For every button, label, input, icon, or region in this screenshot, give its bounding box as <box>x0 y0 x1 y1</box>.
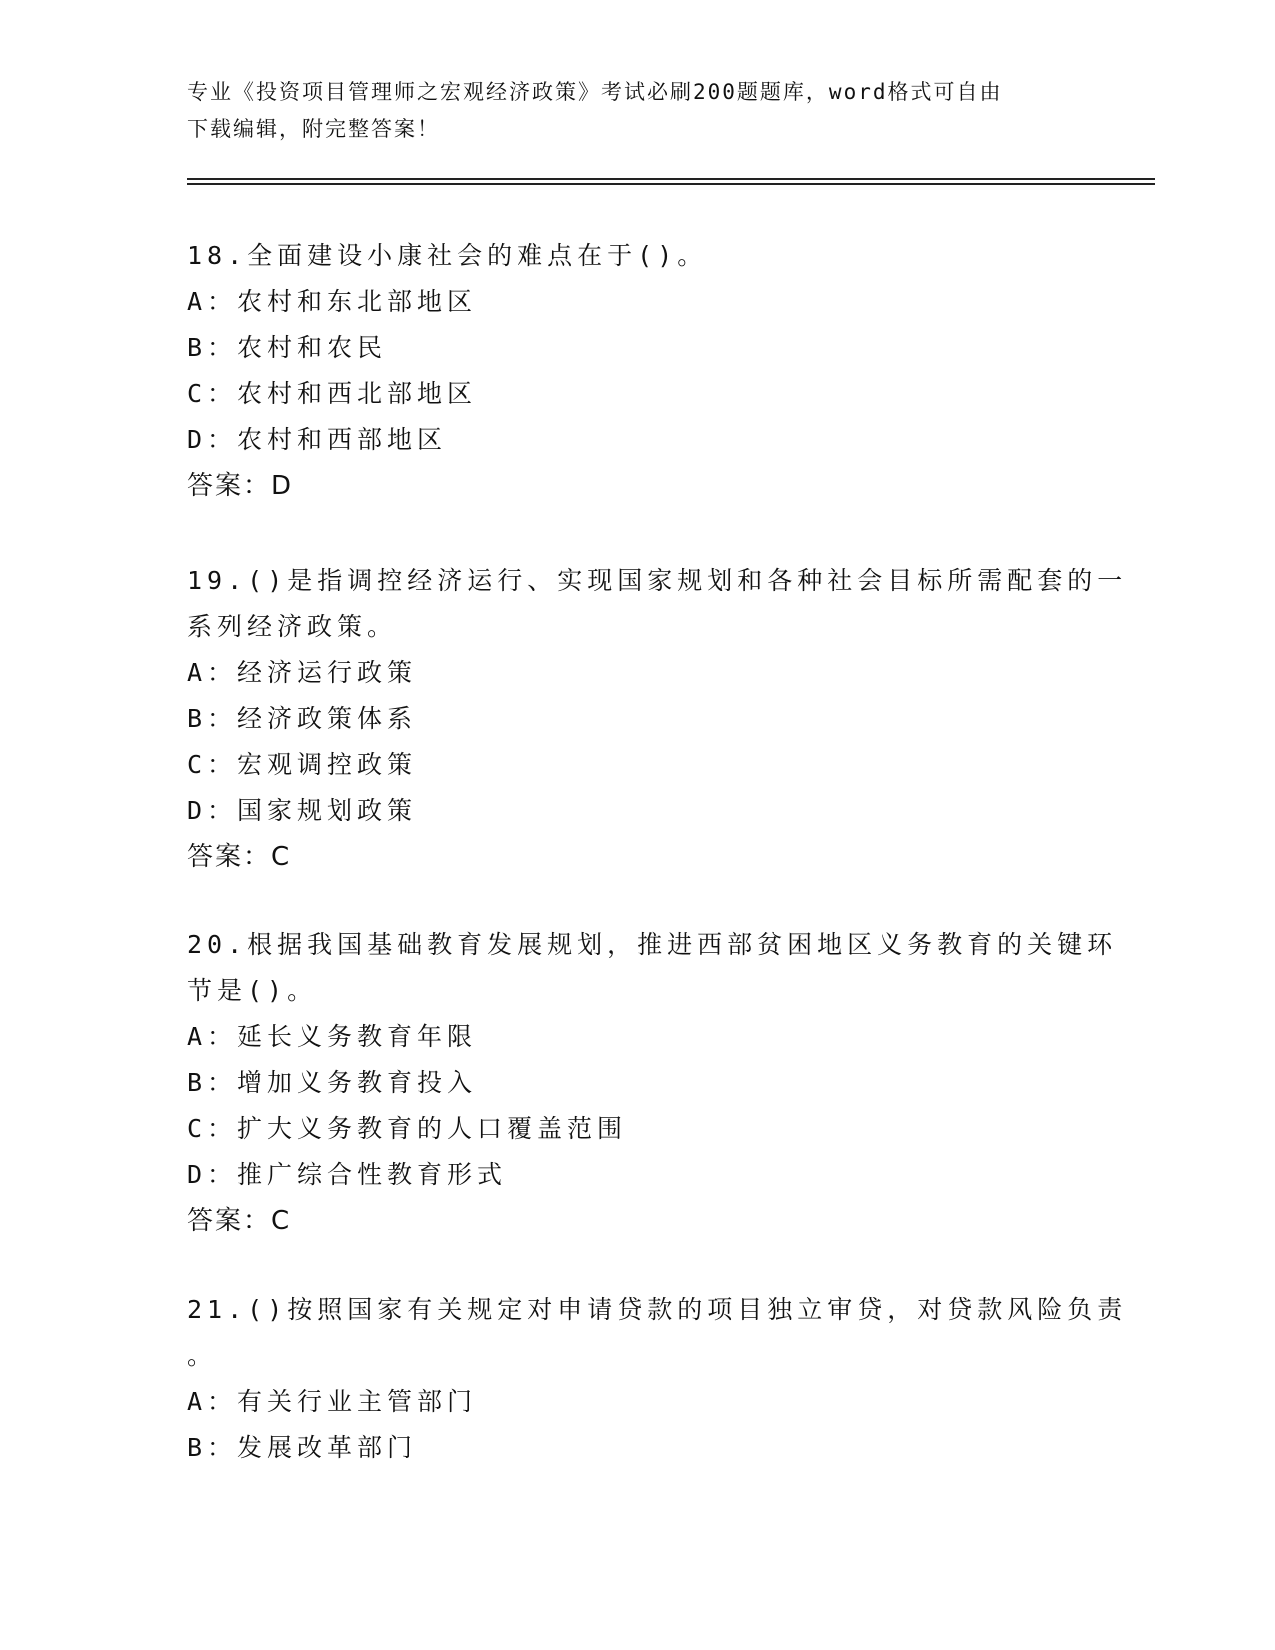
header-line-2: 下载编辑，附完整答案！ <box>187 117 440 141</box>
answer: 答案：C <box>187 1206 292 1236</box>
question-stem: 20.根据我国基础教育发展规划，推进西部贫困地区义务教育的关键环 <box>187 930 1118 959</box>
header-divider-top <box>187 178 1155 180</box>
answer: 答案：C <box>187 842 292 872</box>
header-divider-bottom <box>187 183 1155 185</box>
question-21 <box>187 1287 1128 1471</box>
option-b: B：经济政策体系 <box>187 704 418 733</box>
option-b: B：农村和农民 <box>187 333 388 362</box>
question-stem-continued: 系列经济政策。 <box>187 612 398 641</box>
question-stem: 21.()按照国家有关规定对申请贷款的项目独立审贷，对贷款风险负责 <box>187 1295 1128 1324</box>
question-stem: 18.全面建设小康社会的难点在于()。 <box>187 241 708 270</box>
question-18 <box>187 233 1087 509</box>
option-d: D：农村和西部地区 <box>187 425 448 454</box>
option-a: A：经济运行政策 <box>187 658 418 687</box>
option-c: C：宏观调控政策 <box>187 750 418 779</box>
question-stem: 19.()是指调控经济运行、实现国家规划和各种社会目标所需配套的一 <box>187 566 1128 595</box>
question-20 <box>187 922 1118 1244</box>
answer: 答案：D <box>187 471 294 501</box>
option-c: C：扩大义务教育的人口覆盖范围 <box>187 1114 628 1143</box>
option-d: D：国家规划政策 <box>187 796 418 825</box>
header-line-1: 专业《投资项目管理师之宏观经济政策》考试必刷200题题库，word格式可自由 <box>187 80 1003 104</box>
option-d: D：推广综合性教育形式 <box>187 1160 508 1189</box>
option-b: B：发展改革部门 <box>187 1433 418 1462</box>
option-b: B：增加义务教育投入 <box>187 1068 478 1097</box>
question-19 <box>187 558 1128 880</box>
question-stem-continued: 节是()。 <box>187 976 318 1005</box>
option-a: A：农村和东北部地区 <box>187 287 478 316</box>
option-a: A：延长义务教育年限 <box>187 1022 478 1051</box>
document-header <box>187 74 1087 148</box>
option-c: C：农村和西北部地区 <box>187 379 478 408</box>
option-a: A：有关行业主管部门 <box>187 1387 478 1416</box>
question-stem-continued: 。 <box>187 1341 218 1370</box>
